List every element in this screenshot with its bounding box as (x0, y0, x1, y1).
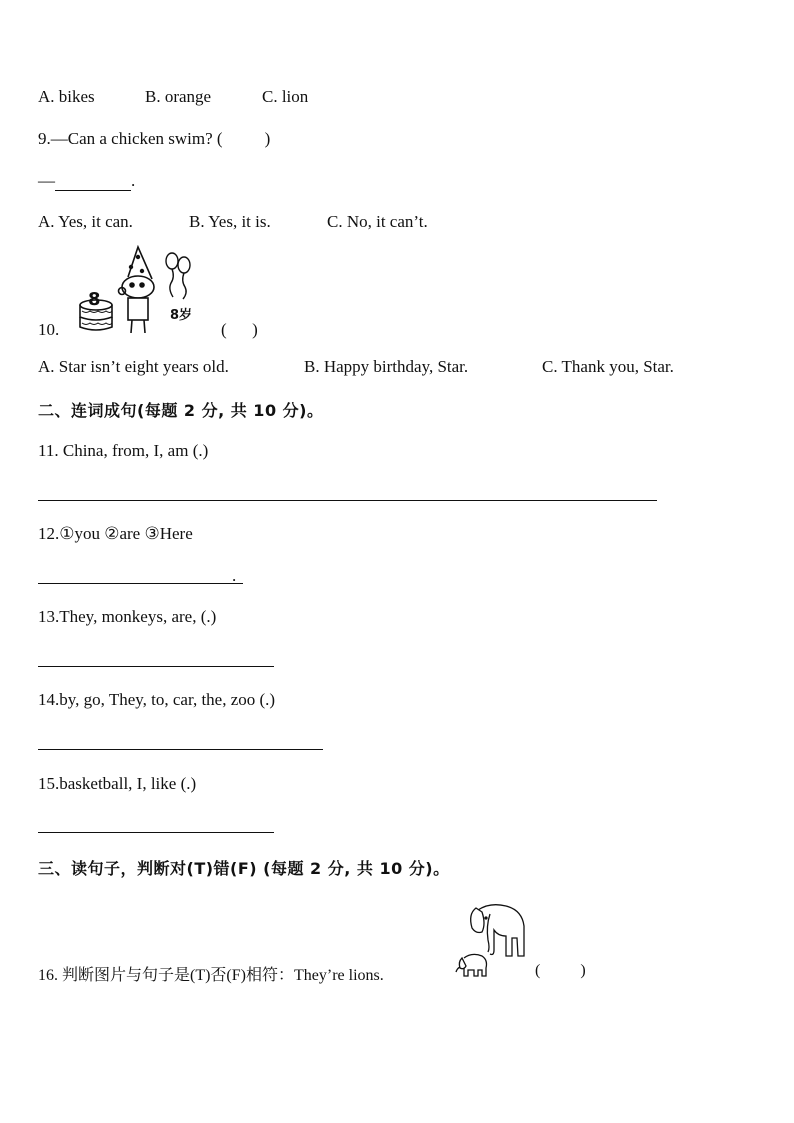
elephants-picture (450, 900, 528, 980)
q10-option-a: A. Star isn’t eight years old. (38, 357, 229, 376)
q9-close-paren: ) (264, 129, 271, 148)
q8-option-b: B. orange (145, 87, 212, 106)
q10-option-c: C. Thank you, Star. (542, 357, 674, 376)
q9-answer-end: . (131, 171, 136, 190)
q9-question-text: 9.—Can a chicken swim? ( (38, 129, 223, 148)
q12-answer-end: . (232, 566, 237, 585)
q10-number: 10. (38, 320, 60, 339)
section2-heading: 二、连词成句(每题 2 分, 共 10 分)。 (38, 401, 324, 420)
q9-answer-line (38, 171, 135, 191)
q11-prompt: 11. China, from, I, am (.) (38, 441, 209, 460)
cake-number: 8 (88, 289, 101, 310)
q9-answer-dash: — (38, 171, 55, 190)
q8-option-c: C. lion (262, 87, 309, 106)
q9-question (38, 129, 270, 149)
q14-prompt: 14.by, go, They, to, car, the, zoo (.) (38, 690, 276, 709)
q9-option-b: B. Yes, it is. (189, 212, 271, 231)
child-icon (119, 247, 155, 333)
q14-answer-line[interactable] (38, 749, 323, 750)
q9-option-c: C. No, it can’t. (327, 212, 428, 231)
q9-option-a: A. Yes, it can. (38, 212, 133, 231)
q9-answer-blank[interactable] (55, 172, 131, 191)
q13-prompt: 13.They, monkeys, are, (.) (38, 607, 217, 626)
q12-answer-line[interactable] (38, 583, 243, 584)
q16-answer-paren[interactable]: ( ) (535, 962, 586, 979)
q15-prompt: 15.basketball, I, like (.) (38, 774, 197, 793)
birthday-picture (76, 245, 201, 337)
picture-caption: 8岁 (170, 308, 193, 323)
q8-option-a: A. bikes (38, 87, 95, 106)
q12-prompt: 12.①you ②are ③Here (38, 524, 193, 543)
q11-answer-line[interactable] (38, 500, 657, 501)
q13-answer-line[interactable] (38, 666, 274, 667)
q10-option-b: B. Happy birthday, Star. (304, 357, 469, 376)
q15-answer-line[interactable] (38, 832, 274, 833)
elephant-icon (456, 905, 524, 976)
q10-answer-paren[interactable]: ( ) (221, 320, 258, 339)
section3-heading: 三、读句子，判断对(T)错(F) (每题 2 分, 共 10 分)。 (38, 859, 450, 878)
q16-prompt: 16. 判断图片与句子是(T)否(F)相符：They’re lions. (38, 967, 384, 984)
balloons-icon (166, 253, 190, 299)
